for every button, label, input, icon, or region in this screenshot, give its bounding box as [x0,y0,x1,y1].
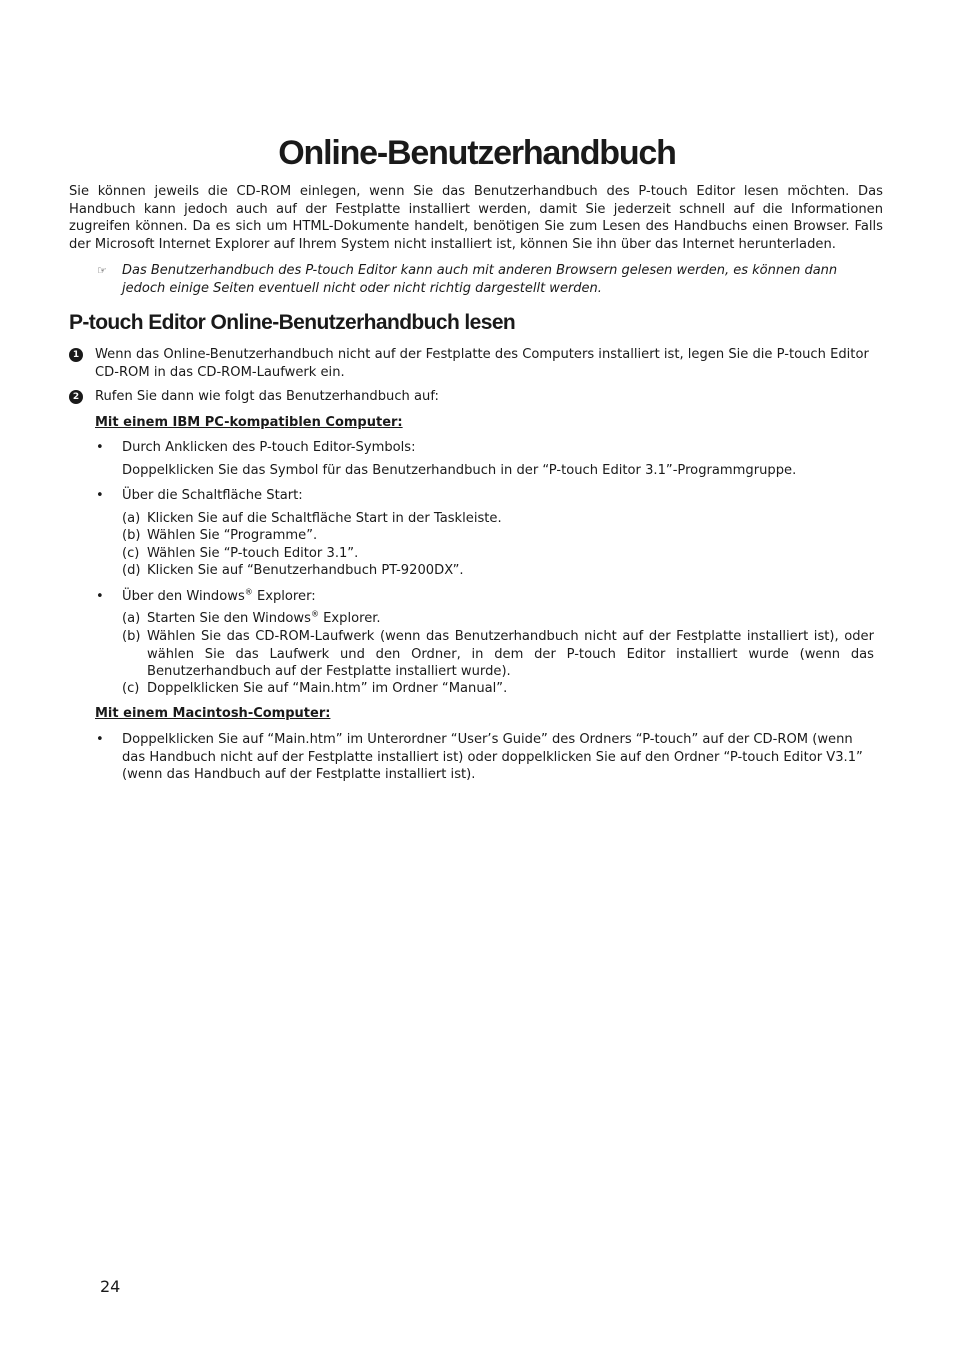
step-text: Rufen Sie dann wie folgt das Benutzerhandbuch auf: [95,389,439,404]
pc-heading: Mit einem IBM PC-kompatiblen Computer: [95,415,403,430]
step-number-badge: 2 [69,390,83,404]
sub-item-label: (d) [122,563,141,578]
bullet-text: Über den Windows® Explorer: [122,587,316,604]
page-number: 24 [100,1277,121,1296]
bullet-marker: • [96,589,104,604]
sub-item-text: Wählen Sie “Programme”. [147,528,318,543]
intro-paragraph: Sie können jeweils die CD-ROM einlegen, wenn Sie das Benutzerhandbuch des P-touch Editor lesen möchten. Das Handbuch kann jedoch auch auf der Festplatte installiert werden, damit Sie jederzeit schnell auf die Informationen zugreifen können. Da es sich um HTML-Dokumente handelt, benötigen Sie zum Lesen des Handbuchs einen Browser. Falls der Microsoft Internet Explorer auf Ihrem System nicht installiert ist, können Sie ihn über das Internet herunterladen. [69,184,883,252]
step-text: Wenn das Online-Benutzerhandbuch nicht auf der Festplatte des Computers installiert ist, legen Sie die P-touch Editor CD-ROM in das CD-ROM-Laufwerk ein. [95,347,869,380]
bullet-marker: • [96,732,104,747]
sub-item-text: Wählen Sie das CD-ROM-Laufwerk (wenn das Benutzerhandbuch nicht auf der Festplatte installiert ist), oder wählen Sie das Laufwerk und den Ordner, in dem der P-touch Editor installiert wurde (wenn das Benutzerhandbuch auf der Festplatte installiert wurde). [147,629,874,679]
bullet-text: Über die Schaltfläche Start: [122,488,303,503]
sub-item-label: (c) [122,681,140,696]
bullet-text: Durch Anklicken des P-touch Editor-Symbols: [122,440,416,455]
sub-item-text: Klicken Sie auf die Schaltfläche Start in der Taskleiste. [147,511,502,526]
pointing-hand-icon: ☞ [97,264,107,277]
mac-heading: Mit einem Macintosh-Computer: [95,706,331,721]
bullet-text: Doppelklicken Sie auf “Main.htm” im Unterordner “User’s Guide” des Ordners “P-touch” auf der CD-ROM (wenn das Handbuch nicht auf der Festplatte installiert ist) oder doppelklicken Sie auf den Ordner “P-touch Editor V3.1” (wenn das Handbuch auf der Festplatte installiert ist). [122,732,863,782]
bullet-marker: • [96,488,104,503]
sub-item-label: (a) [122,611,141,626]
sub-item-label: (b) [122,528,141,543]
page-title: Online-Benutzerhandbuch [278,134,676,172]
bullet-detail: Doppelklicken Sie das Symbol für das Benutzerhandbuch in der “P-touch Editor 3.1”-Programmgruppe. [122,463,797,478]
note-text: Das Benutzerhandbuch des P-touch Editor kann auch mit anderen Browsern gelesen werden, es können dann jedoch einige Seiten eventuell nicht oder nicht richtig dargestellt werden. [122,263,838,296]
section-heading: P-touch Editor Online-Benutzerhandbuch lesen [69,311,516,334]
sub-item-label: (a) [122,511,141,526]
bullet-marker: • [96,440,104,455]
sub-item-text: Klicken Sie auf “Benutzerhandbuch PT-9200DX”. [147,563,464,578]
sub-item-label: (b) [122,629,141,644]
sub-item-text: Doppelklicken Sie auf “Main.htm” im Ordner “Manual”. [147,681,508,696]
sub-item-text: Starten Sie den Windows® Explorer. [147,609,381,626]
sub-item-text: Wählen Sie “P-touch Editor 3.1”. [147,546,359,561]
step-number-badge: 1 [69,348,83,362]
sub-item-label: (c) [122,546,140,561]
